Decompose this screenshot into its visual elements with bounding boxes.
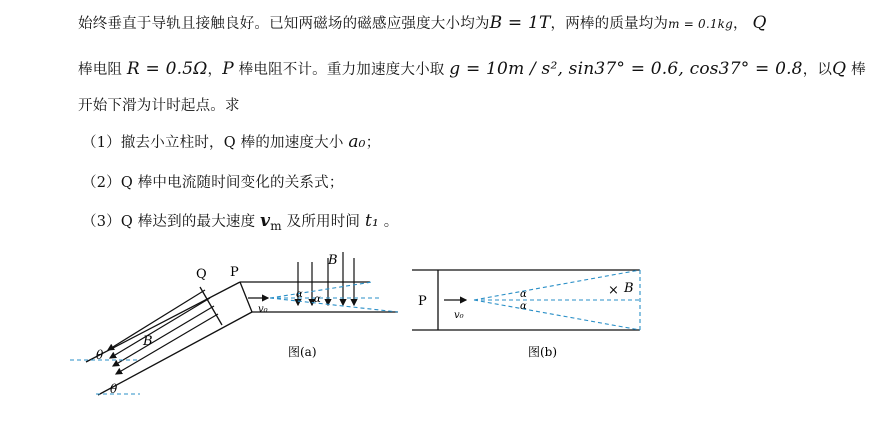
label-v0-a: v₀: [258, 304, 268, 315]
label-alpha-b1: α: [520, 289, 527, 300]
question-3-var: v: [260, 211, 271, 231]
question-1-var: a₀: [348, 132, 366, 152]
question-1-text: （1）撤去小立柱时，Q 棒的加速度大小: [82, 135, 344, 151]
question-3-var2: t₁: [364, 211, 379, 231]
formula-B: B = 1T: [489, 13, 551, 33]
text-segment: ，: [733, 16, 748, 32]
question-3-suffix: 。: [383, 214, 399, 230]
question-1-suffix: ；: [365, 135, 381, 151]
text-segment: ，两棒的质量均为: [550, 16, 669, 32]
symbol-Q: Q: [752, 13, 767, 33]
formula-m: m = 0.1kg: [668, 17, 734, 31]
question-3-text: （3）Q 棒达到的最大速度: [82, 214, 256, 230]
label-alpha-b2: α: [520, 301, 527, 312]
label-B-top: B: [328, 253, 338, 268]
label-P-b: P: [418, 294, 427, 309]
text-segment: 棒电阻: [78, 62, 123, 78]
dashed-lines-b: [474, 270, 640, 330]
text-segment: 棒电阻不计。重力加速度大小取: [238, 62, 445, 78]
caption-b: 图(b): [528, 345, 558, 359]
label-Q: Q: [196, 267, 207, 282]
label-alpha-a2: α: [314, 294, 321, 305]
text-segment: ，: [207, 62, 223, 78]
symbol-P: P: [222, 59, 234, 79]
label-cross: ×: [608, 283, 619, 298]
caption-a: 图(a): [288, 345, 317, 359]
label-B-b: B: [624, 281, 634, 296]
text-segment: 棒: [851, 62, 866, 78]
label-v0-b: v₀: [454, 310, 464, 321]
question-3-mid: 及所用时间: [286, 214, 361, 230]
label-B-incline: B: [143, 334, 153, 349]
label-theta-2: θ: [110, 382, 118, 396]
formula-g: g = 10m / s², sin37° = 0.6, cos37° = 0.8: [449, 59, 803, 79]
question-2-text: （2）Q 棒中电流随时间变化的关系式；: [82, 175, 344, 191]
label-theta-1: θ: [96, 348, 104, 362]
text-segment: 始终垂直于导轨且接触良好。已知两磁场的磁感应强度大小均为: [78, 16, 490, 32]
formula-R: R = 0.5Ω: [126, 59, 208, 79]
label-alpha-a1: α: [296, 289, 303, 300]
label-P: P: [230, 265, 239, 280]
question-3-sub: m: [270, 218, 282, 233]
paragraph-line-3: 开始下滑为计时起点。求: [78, 98, 240, 114]
text-segment: ，以: [802, 62, 833, 78]
symbol-Q-2: Q: [832, 59, 847, 79]
